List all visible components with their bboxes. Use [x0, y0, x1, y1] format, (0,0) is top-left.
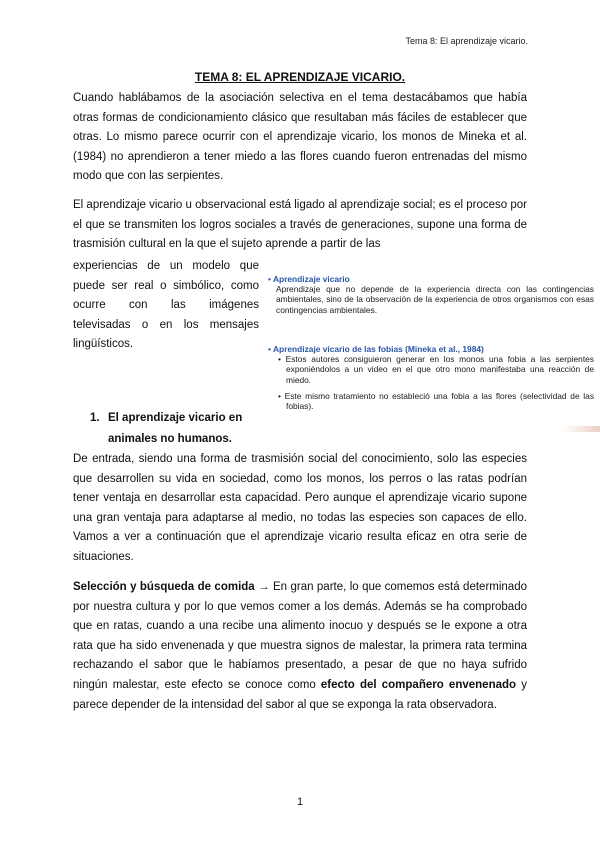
slide-item2-sub1 [268, 354, 594, 385]
section-1-title: El aprendizaje vicario en animales no humanos. [108, 412, 243, 445]
slide-item2-title: Aprendizaje vicario de las fobias (Mineka et al., 1984) [272, 344, 484, 354]
slide-bullet-icon: • [268, 274, 271, 284]
comida-lead: Selección y búsqueda de comida [73, 581, 255, 593]
arrow-icon: → [254, 581, 274, 593]
section-1-paragraph-1: De entrada, siendo una forma de trasmisión social del conocimiento, solo las especies que desarrollen su vida en sociedad, como los monos, los perros o las ratas podrían tener ventaja en desarrollar esta capacidad. Pero aunque el aprendizaje vicario supone una gran ventaja para adaptarse al medio, no todas las especies son capaces de ello. Vamos a ver a continuación que el aprendizaje vicario resulta eficaz en otra serie de situaciones. [73, 453, 527, 563]
embedded-slide-image [264, 272, 600, 432]
slide-item2-sub2 [268, 391, 594, 411]
slide-item2-sub2-text: Este mismo tratamiento no estableció una fobia a las flores (selectividad de las fobias). [284, 390, 595, 412]
section-1-number: 1. [90, 412, 100, 424]
intro-paragraph-2-continued: experiencias de un modelo que puede ser real o simbólico, como ocurre con las imágenes televisadas o en los mensajes lingüísticos. [73, 260, 259, 351]
slide-sub-bullet-icon: • [278, 390, 281, 401]
image-fragment-decoration [562, 426, 600, 432]
page-title: TEMA 8: EL APRENDIZAJE VICARIO. [194, 70, 406, 84]
slide-item2-sub1-text: Estos autores consiguieron generar en los monos una fobia a las serpientes exponiéndolos a un video en el que otro mono manifestaba una reacción de miedo. [285, 354, 594, 385]
page-number: 1 [296, 796, 304, 808]
intro-paragraph-1: Cuando hablábamos de la asociación selectiva en el tema destacábamos que había otras formas de condicionamiento clásico que resultaban más fáciles de establecer que otras. Lo mismo parece ocurrir con el aprendizaje vicario, los monos de Mineka et al. (1984) no aprendieron a tener miedo a las flores cuando fueron entrenadas del mismo modo que con las serpientes. [73, 92, 527, 183]
slide-item1-title: Aprendizaje vicario [272, 274, 350, 284]
section-1-heading [90, 408, 270, 450]
intro-paragraph-2: El aprendizaje vicario u observacional está ligado al aprendizaje social; es el proceso por el que se transmiten los logros sociales a través de generaciones, supone una forma de trasmisión cultural en la que el sujeto aprende a partir de las [73, 199, 527, 251]
slide-item1-text: Aprendizaje que no depende de la experiencia directa con las contingencias ambientales, sino de la observación de la experiencia de otros organismos con esas contingencias ambientales. [276, 284, 594, 315]
slide-sub-bullet-icon: • [278, 354, 281, 365]
running-header: Tema 8: El aprendizaje vicario. [405, 36, 528, 46]
slide-bullet-icon: • [268, 344, 271, 354]
comida-text: En gran parte, lo que comemos está determinado por nuestra cultura y por lo que vemos comer a los demás. Además se ha comprobado que en ratas, cuando a una recibe una alimento inocuo y después se le expone a otra rata que ha sido envenenada y que muestra signos de malestar, la primera rata termina rechazando el sabor que le habíamos presentado, a pesar de que no haya sufrido ningún malestar, este efecto se conoce como [73, 581, 527, 691]
comida-text-end: y parece depender de la intensidad del sabor al que se exponga la rata observadora. [73, 678, 527, 711]
slide-item-fobias [268, 344, 594, 411]
section-1-paragraph-2 [73, 578, 527, 715]
slide-item-aprendizaje-vicario [268, 274, 594, 315]
efecto-companero-term: efecto del compañero envenenado [320, 678, 517, 691]
